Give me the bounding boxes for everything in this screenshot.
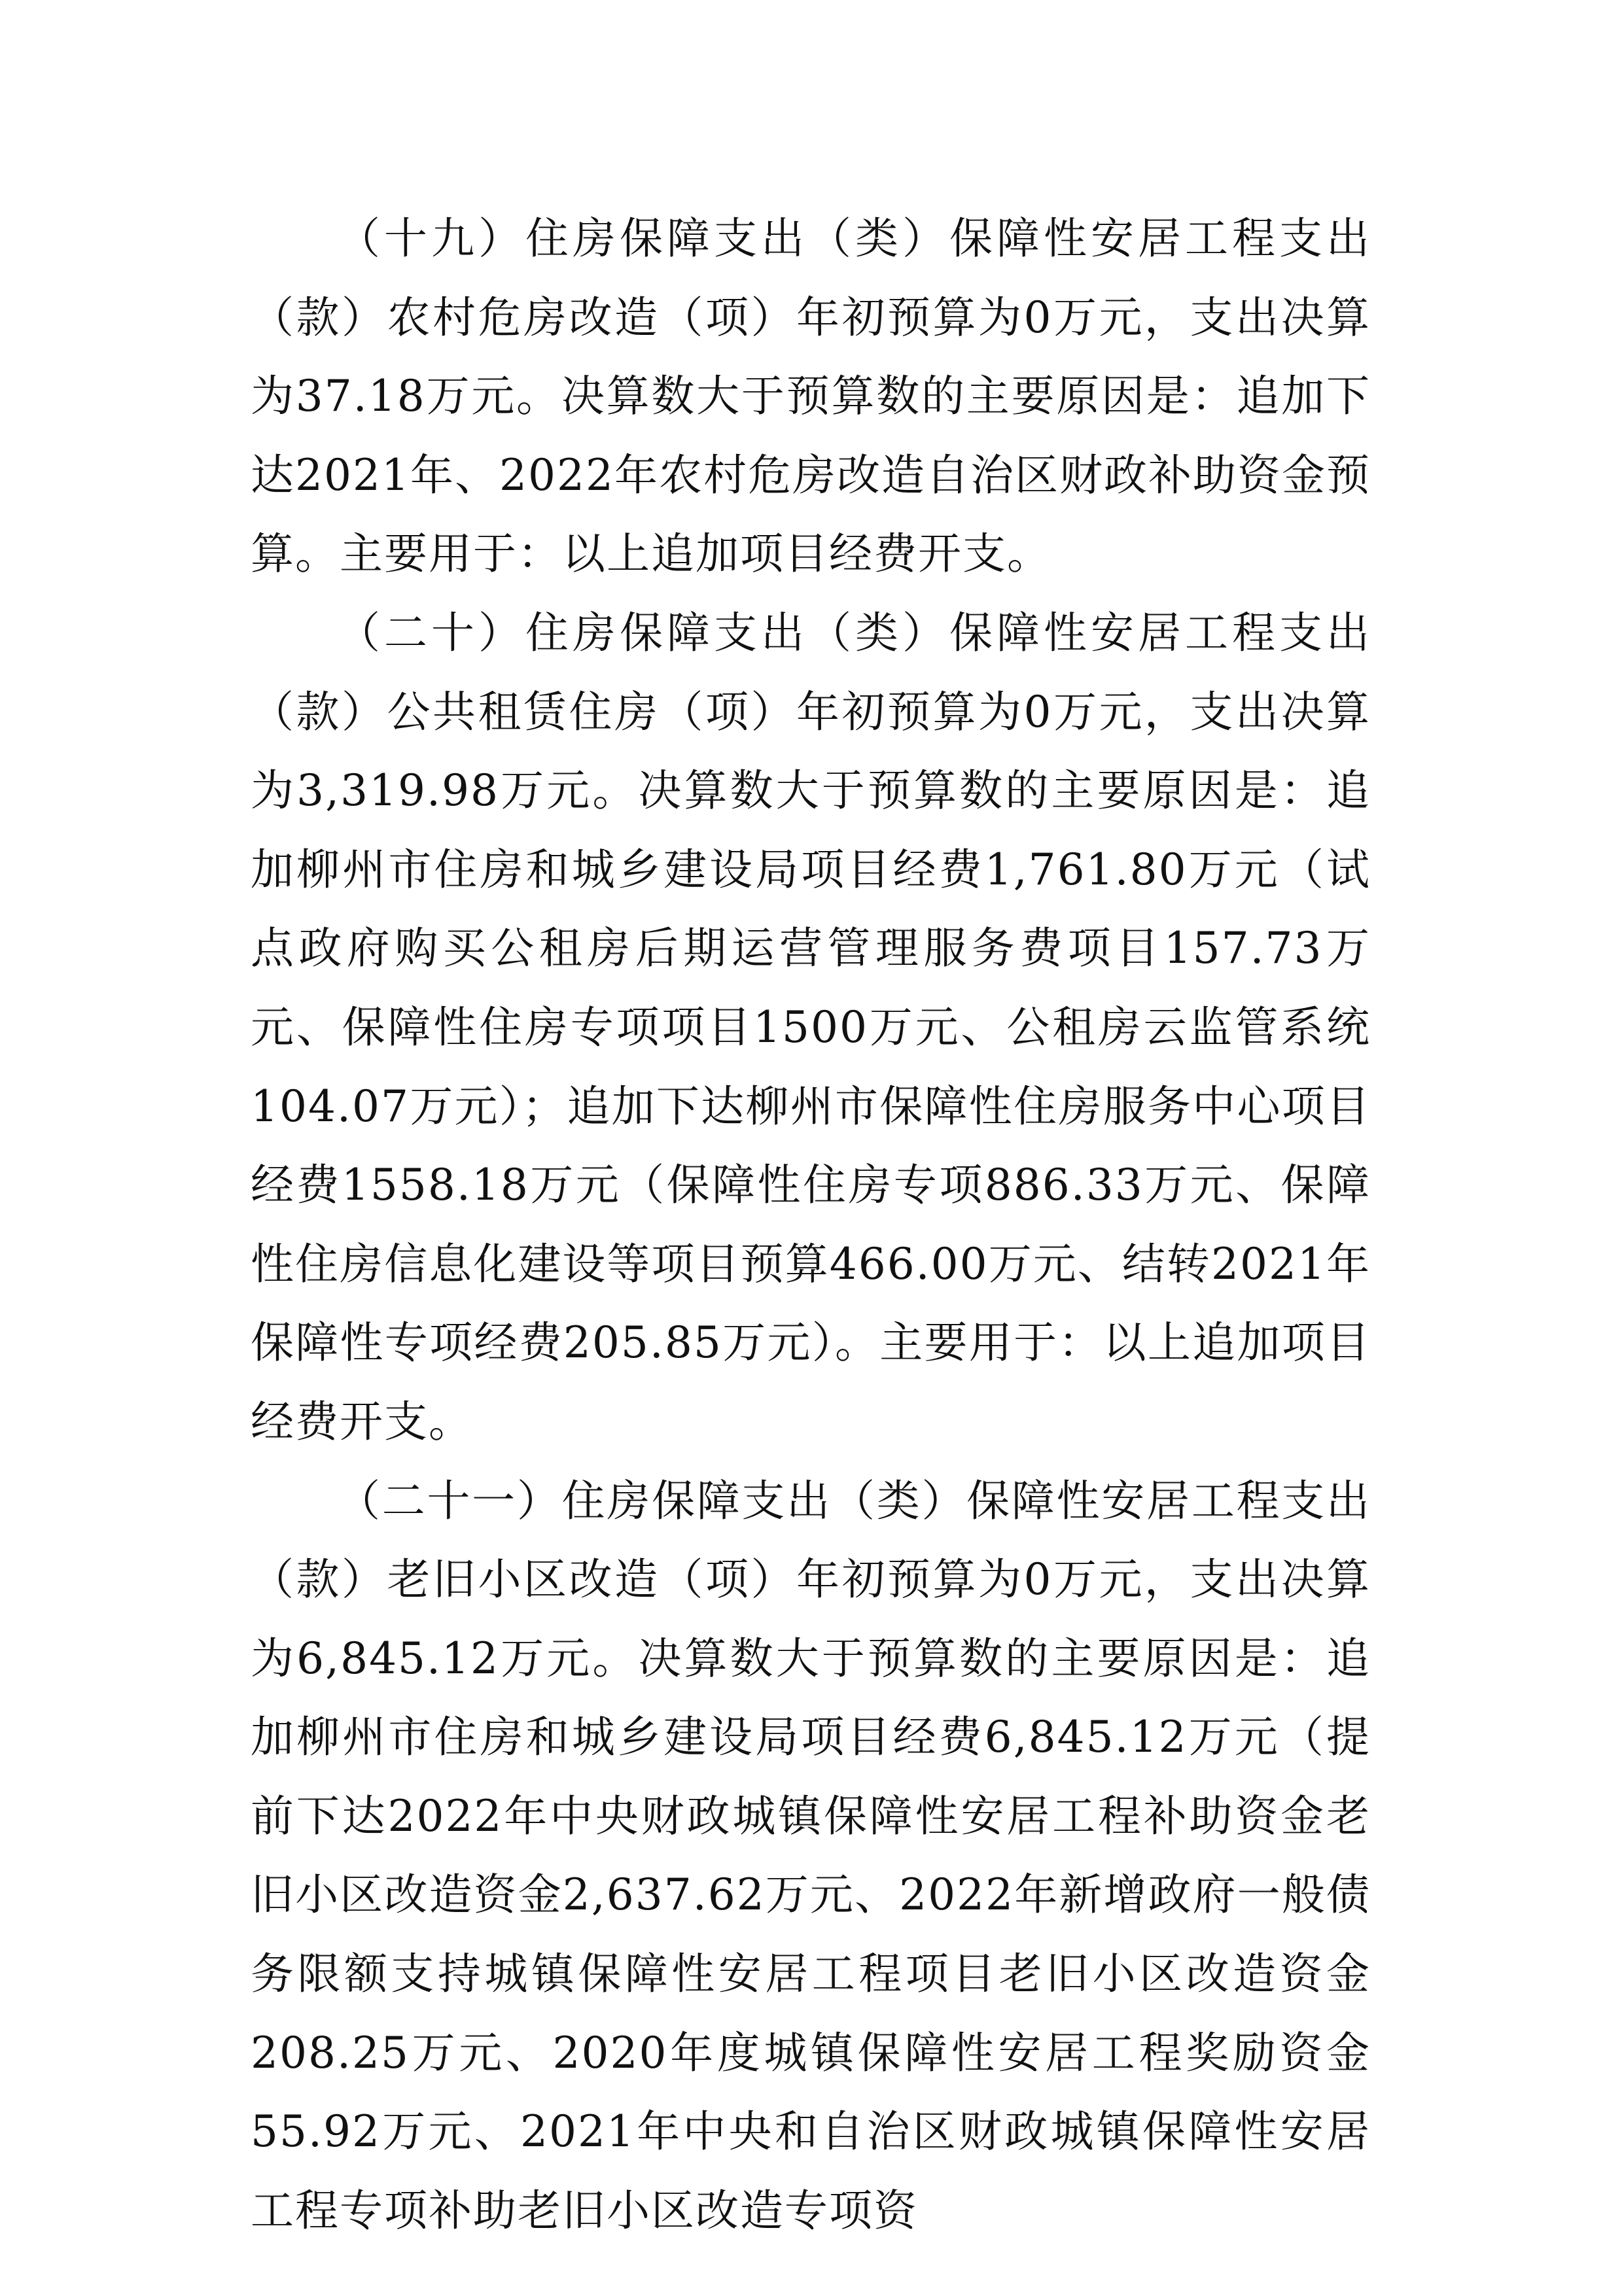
- paragraph-21-old-community-renovation: （二十一）住房保障支出（类）保障性安居工程支出（款）老旧小区改造（项）年初预算为0万元，支出决算为6,845.12万元。决算数大于预算数的主要原因是：追加柳州市住房和城乡建设局项目经费6,845.12万元（提前下达2022年中央财政城镇保障性安居工程补助资金老旧小区改造资金2,637.62万元、2022年新增政府一般债务限额支持城镇保障性安居工程项目老旧小区改造资金208.25万元、2020年度城镇保障性安居工程奖励资金55.92万元、2021年中央和自治区财政城镇保障性安居工程专项补助老旧小区改造专项资: [251, 1475, 1371, 2236]
- document-page: [251, 200, 1371, 2250]
- paragraph-20-public-rental-housing: （二十）住房保障支出（类）保障性安居工程支出（款）公共租赁住房（项）年初预算为0万元，支出决算为3,319.98万元。决算数大于预算数的主要原因是：追加柳州市住房和城乡建设局项目经费1,761.80万元（试点政府购买公租房后期运营管理服务费项目157.73万元、保障性住房专项项目1500万元、公租房云监管系统104.07万元）；追加下达柳州市保障性住房服务中心项目经费1558.18万元（保障性住房专项886.33万元、保障性住房信息化建设等项目预算466.00万元、结转2021年保障性专项经费205.85万元）。主要用于：以上追加项目经费开支。: [251, 607, 1371, 1447]
- paragraph-19-rural-housing-renovation: （十九）住房保障支出（类）保障性安居工程支出（款）农村危房改造（项）年初预算为0万元，支出决算为37.18万元。决算数大于预算数的主要原因是：追加下达2021年、2022年农村危房改造自治区财政补助资金预算。主要用于：以上追加项目经费开支。: [251, 213, 1371, 580]
